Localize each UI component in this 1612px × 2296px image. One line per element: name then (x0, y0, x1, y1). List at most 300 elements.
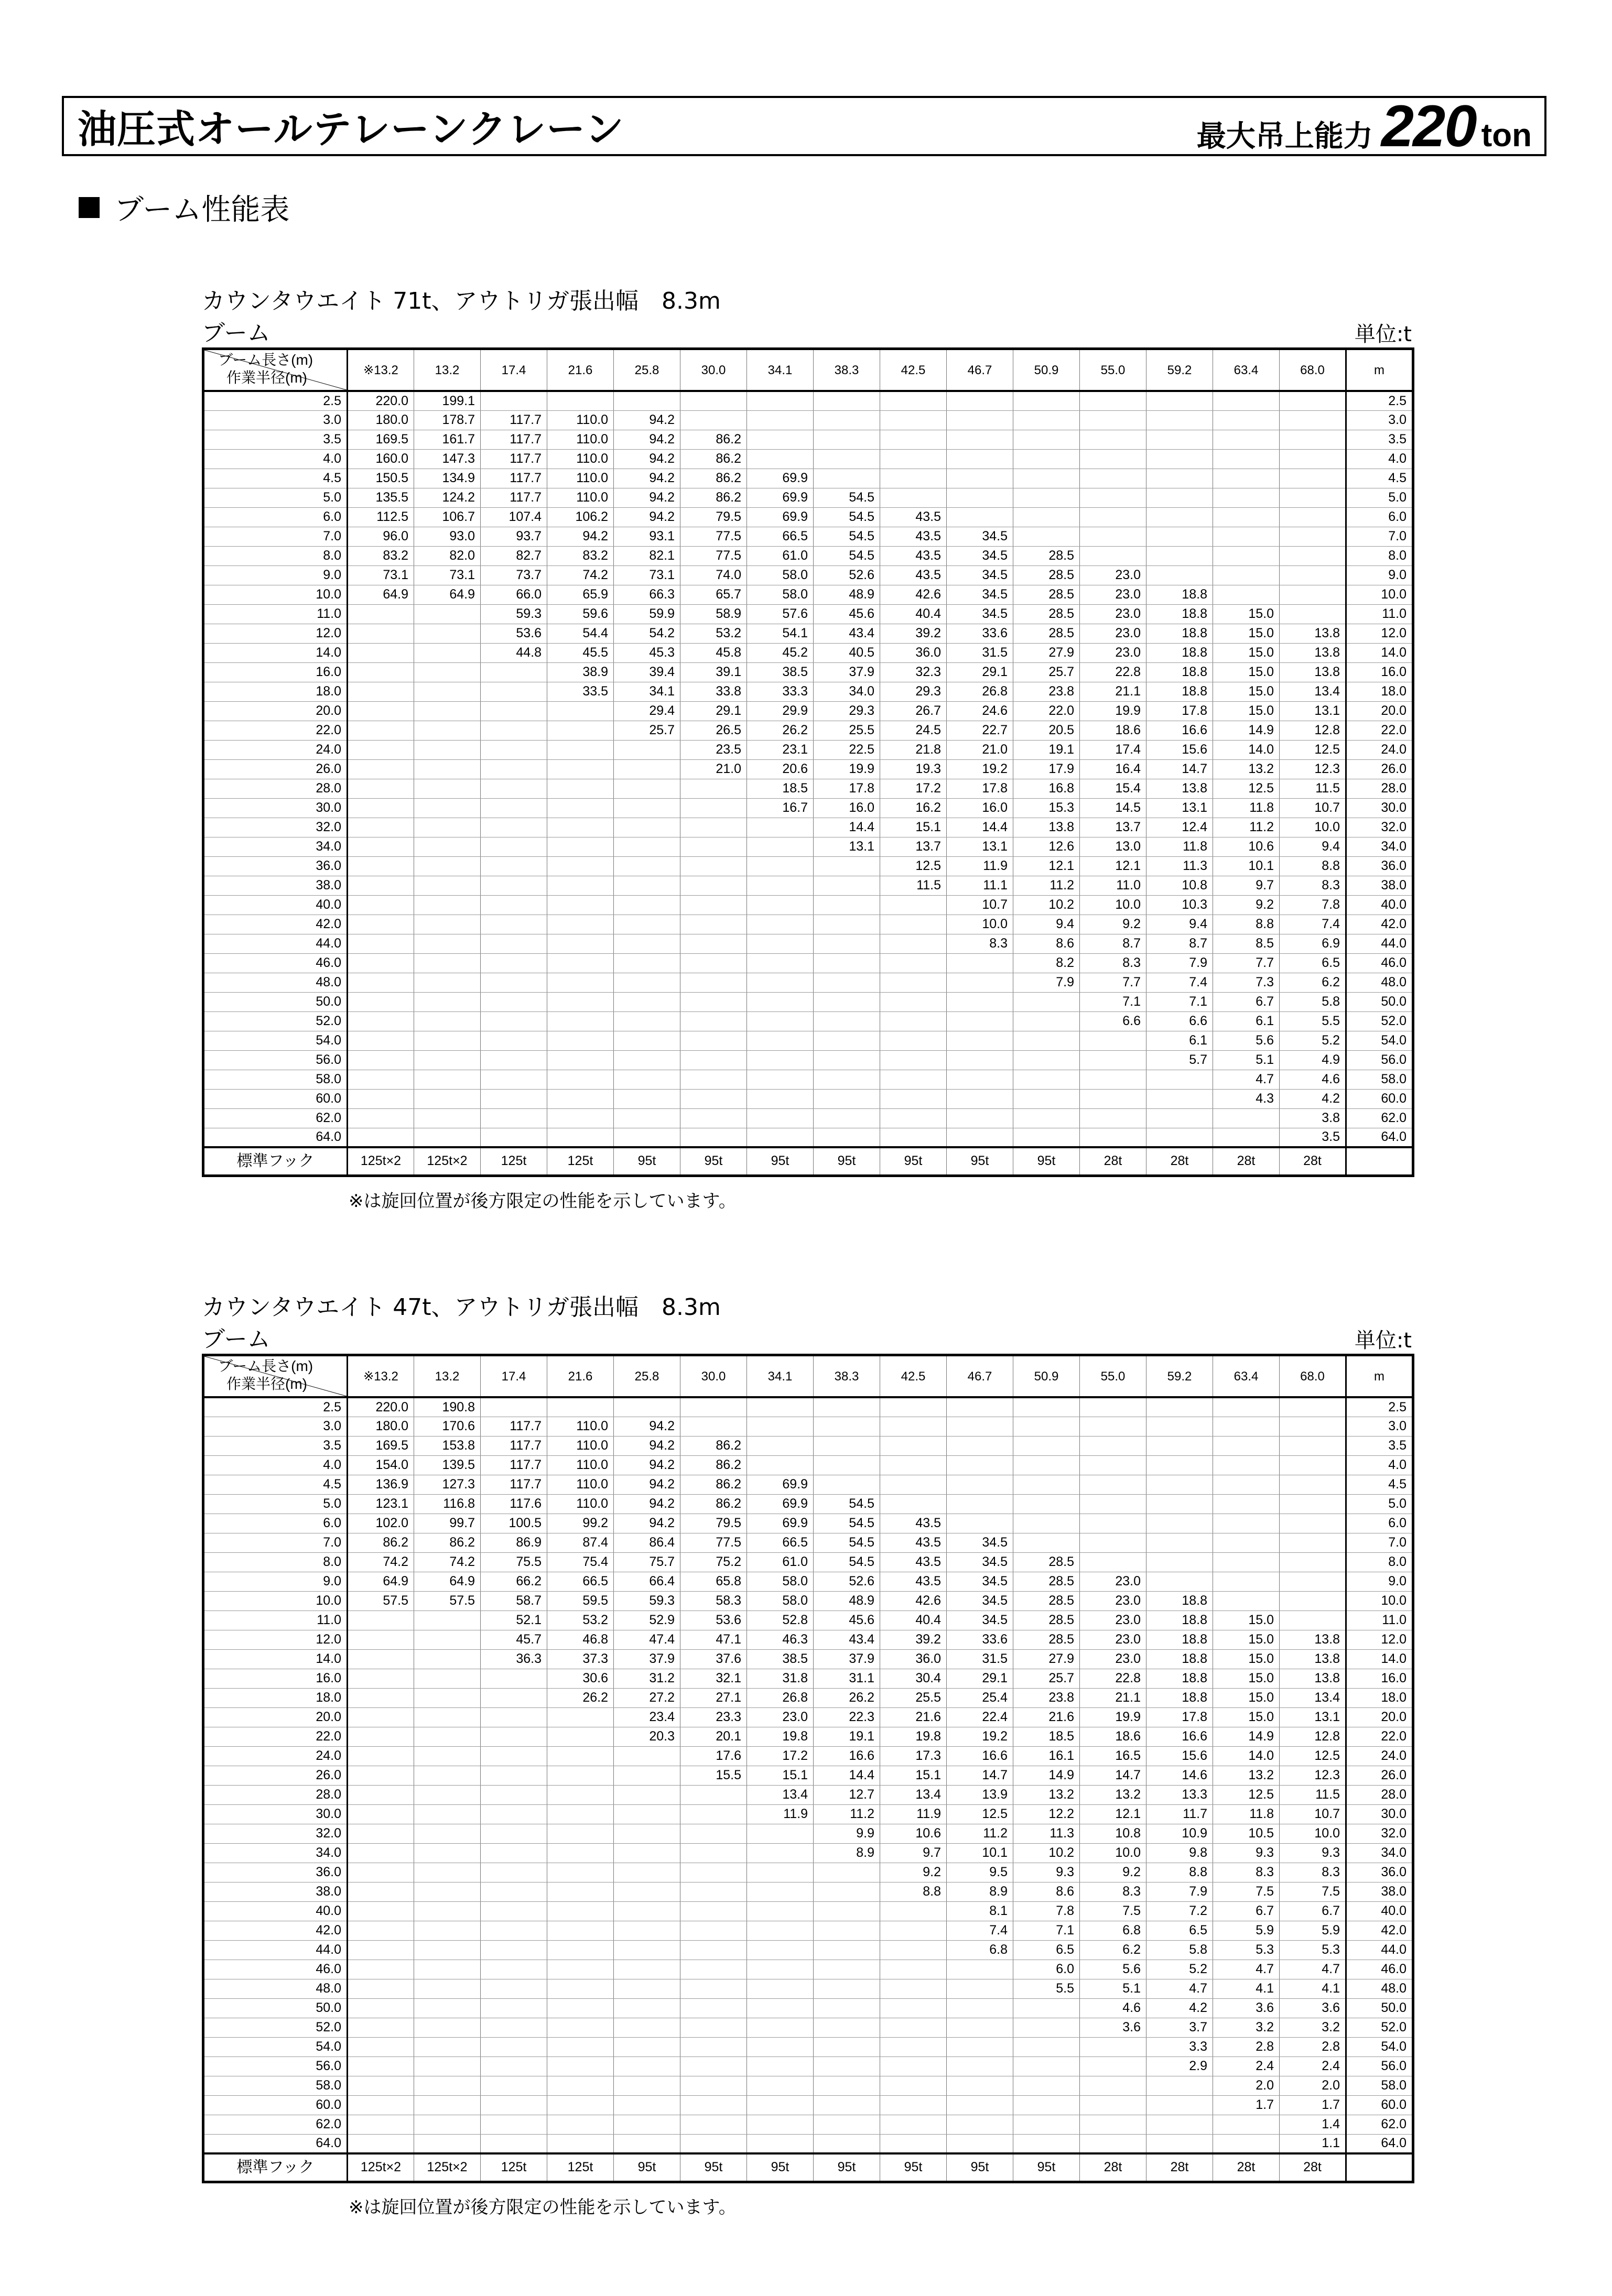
radius-cell: 42.0 (203, 1921, 348, 1940)
capacity-cell (1013, 1998, 1080, 2018)
capacity-cell: 23.0 (1080, 1611, 1146, 1630)
table-row (203, 1089, 1413, 1108)
capacity-cell (1213, 1552, 1280, 1572)
capacity-cell: 57.5 (414, 1591, 481, 1611)
capacity-cell: 117.7 (481, 1417, 547, 1436)
capacity-cell (947, 410, 1013, 430)
capacity-cell: 13.2 (1213, 1766, 1280, 1785)
table-row (203, 837, 1413, 856)
capacity-cell: 180.0 (348, 1417, 414, 1436)
table-row (203, 1707, 1413, 1727)
capacity-cell (481, 1011, 547, 1031)
capacity-cell (880, 1050, 947, 1070)
capacity-cell: 6.0 (1013, 1960, 1080, 1979)
capacity-cell (547, 2134, 614, 2153)
capacity-cell (481, 818, 547, 837)
capacity-cell: 13.1 (947, 837, 1013, 856)
capacity-cell: 33.6 (947, 1630, 1013, 1649)
capacity-cell (481, 1843, 547, 1863)
capacity-cell: 86.2 (680, 488, 747, 507)
capacity-cell: 19.9 (814, 759, 880, 779)
capacity-cell: 20.3 (614, 1727, 680, 1746)
capacity-cell: 54.5 (814, 527, 880, 546)
capacity-cell: 34.5 (947, 1591, 1013, 1611)
capacity-cell: 9.2 (1080, 1863, 1146, 1882)
capacity-cell (348, 1011, 414, 1031)
capacity-cell: 45.5 (547, 643, 614, 662)
capacity-cell: 74.0 (680, 565, 747, 585)
capacity-cell: 110.0 (547, 1455, 614, 1475)
radius-cell: 3.5 (203, 1436, 348, 1455)
capacity-cell: 24.6 (947, 701, 1013, 721)
radius-cell: 46.0 (203, 1960, 348, 1979)
table-subheader (202, 1322, 1412, 1354)
radius-cell-right: 64.0 (1346, 1128, 1413, 1147)
capacity-cell (747, 1901, 814, 1921)
table-row (203, 2037, 1413, 2056)
capacity-cell (614, 876, 680, 895)
capacity-cell (414, 1785, 481, 1804)
capacity-cell: 28.5 (1013, 604, 1080, 624)
capacity-cell: 13.8 (1280, 624, 1346, 643)
hook-label: 標準フック (203, 2153, 348, 2182)
capacity-cell (947, 1436, 1013, 1455)
radius-cell-right: 16.0 (1346, 662, 1413, 682)
capacity-cell (1146, 1475, 1213, 1494)
capacity-cell (348, 915, 414, 934)
capacity-cell: 73.1 (614, 565, 680, 585)
capacity-cell: 94.2 (614, 430, 680, 449)
capacity-cell (547, 1960, 614, 1979)
capacity-cell (348, 604, 414, 624)
hook-cell: 95t (680, 1147, 747, 1176)
capacity-cell: 5.9 (1280, 1921, 1346, 1940)
capacity-cell (1080, 469, 1146, 488)
capacity-cell (547, 1998, 614, 2018)
capacity-cell (414, 779, 481, 798)
capacity-cell: 25.5 (814, 721, 880, 740)
capacity-cell (947, 2076, 1013, 2095)
capacity-cell (1280, 565, 1346, 585)
capacity-cell: 6.6 (1146, 1011, 1213, 1031)
capacity-cell (481, 934, 547, 953)
capacity-cell (414, 604, 481, 624)
capacity-cell (547, 837, 614, 856)
capacity-cell (348, 1998, 414, 2018)
capacity-cell (348, 1785, 414, 1804)
capacity-cell (947, 507, 1013, 527)
table-row (203, 488, 1413, 507)
radius-cell: 34.0 (203, 837, 348, 856)
table-row (203, 2095, 1413, 2115)
capacity-cell (1146, 1514, 1213, 1533)
capacity-cell: 22.8 (1080, 662, 1146, 682)
table-row (203, 469, 1413, 488)
capacity-cell: 86.4 (614, 1533, 680, 1552)
capacity-cell: 19.3 (880, 759, 947, 779)
capacity-cell: 30.6 (547, 1669, 614, 1688)
capacity-cell: 127.3 (414, 1475, 481, 1494)
capacity-cell: 17.9 (1013, 759, 1080, 779)
capacity-cell (814, 953, 880, 973)
capacity-cell: 9.4 (1013, 915, 1080, 934)
radius-cell-right: 11.0 (1346, 604, 1413, 624)
capacity-cell (1280, 410, 1346, 430)
capacity-cell: 86.9 (481, 1533, 547, 1552)
capacity-cell (947, 1475, 1013, 1494)
capacity-cell (1013, 1514, 1080, 1533)
capacity-cell (547, 1089, 614, 1108)
capacity-cell (1146, 2115, 1213, 2134)
capacity-cell: 23.0 (1080, 624, 1146, 643)
capacity-cell (947, 1960, 1013, 1979)
capacity-cell (814, 1031, 880, 1050)
capacity-cell (1280, 1475, 1346, 1494)
capacity-cell (414, 701, 481, 721)
hook-cell: 28t (1146, 1147, 1213, 1176)
capacity-cell (814, 449, 880, 469)
capacity-cell: 43.5 (880, 1572, 947, 1591)
capacity-cell: 18.8 (1146, 1630, 1213, 1649)
capacity-cell (481, 1031, 547, 1050)
capacity-cell: 20.1 (680, 1727, 747, 1746)
capacity-cell (880, 1417, 947, 1436)
capacity-cell: 9.2 (1213, 895, 1280, 915)
capacity-cell (747, 1882, 814, 1901)
capacity-cell (880, 1397, 947, 1417)
capacity-cell (348, 1707, 414, 1727)
capacity-cell: 94.2 (614, 1514, 680, 1533)
capacity-cell: 43.5 (880, 1552, 947, 1572)
capacity-cell (947, 2056, 1013, 2076)
capacity-cell: 28.5 (1013, 546, 1080, 565)
radius-cell-right: 28.0 (1346, 1785, 1413, 1804)
table-row (203, 1746, 1413, 1766)
capacity-cell (1146, 2076, 1213, 2095)
capacity-cell: 99.2 (547, 1514, 614, 1533)
radius-cell: 64.0 (203, 1128, 348, 1147)
table-row (203, 1108, 1413, 1128)
capacity-cell (1013, 992, 1080, 1011)
capacity-cell: 22.4 (947, 1707, 1013, 1727)
radius-cell-right: 64.0 (1346, 2134, 1413, 2153)
capacity-cell (747, 2056, 814, 2076)
capacity-cell (348, 1960, 414, 1979)
capacity-cell: 17.4 (1080, 740, 1146, 759)
capacity-cell (547, 818, 614, 837)
capacity-cell: 117.7 (481, 449, 547, 469)
capacity-cell: 18.8 (1146, 1669, 1213, 1688)
capacity-cell (680, 2056, 747, 2076)
capacity-cell: 6.1 (1213, 1011, 1280, 1031)
capacity-cell: 10.6 (1213, 837, 1280, 856)
radius-cell: 30.0 (203, 1804, 348, 1824)
capacity-cell: 6.2 (1280, 973, 1346, 992)
capacity-cell: 7.2 (1146, 1901, 1213, 1921)
capacity-cell (547, 934, 614, 953)
capacity-cell (614, 2095, 680, 2115)
capacity-cell: 5.6 (1213, 1031, 1280, 1050)
capacity-cell: 59.5 (547, 1591, 614, 1611)
page-header (62, 93, 1546, 159)
capacity-cell (547, 2018, 614, 2037)
radius-cell-right: 62.0 (1346, 2115, 1413, 2134)
capacity-cell: 178.7 (414, 410, 481, 430)
capacity-cell (747, 1824, 814, 1843)
capacity-cell: 5.5 (1013, 1979, 1080, 1998)
capacity-cell (880, 1128, 947, 1147)
hook-cell: 28t (1280, 2153, 1346, 2182)
capacity-cell: 19.9 (1080, 701, 1146, 721)
capacity-cell (1080, 410, 1146, 430)
radius-cell: 40.0 (203, 895, 348, 915)
capacity-cell (680, 973, 747, 992)
capacity-cell (348, 2076, 414, 2095)
capacity-cell (481, 1882, 547, 1901)
capacity-cell: 6.5 (1146, 1921, 1213, 1940)
capacity-cell (1080, 2076, 1146, 2095)
capacity-cell: 11.5 (1280, 779, 1346, 798)
capacity-cell (1013, 1050, 1080, 1070)
capacity-cell: 9.2 (1080, 915, 1146, 934)
capacity-cell (481, 953, 547, 973)
radius-cell: 18.0 (203, 1688, 348, 1707)
capacity-cell: 110.0 (547, 410, 614, 430)
capacity-cell: 33.3 (747, 682, 814, 701)
capacity-cell (814, 1901, 880, 1921)
capacity-cell (947, 2134, 1013, 2153)
radius-cell: 8.0 (203, 546, 348, 565)
radius-cell-right: 3.5 (1346, 1436, 1413, 1455)
radius-cell: 56.0 (203, 1050, 348, 1070)
capacity-cell (947, 488, 1013, 507)
capacity-cell: 15.0 (1213, 1649, 1280, 1669)
capacity-cell: 18.8 (1146, 1688, 1213, 1707)
capacity-cell: 6.7 (1213, 992, 1280, 1011)
capacity-cell: 26.2 (547, 1688, 614, 1707)
capacity-cell (880, 895, 947, 915)
capacity-cell: 65.8 (680, 1572, 747, 1591)
radius-cell-right: 28.0 (1346, 779, 1413, 798)
radius-cell-right: 2.5 (1346, 1397, 1413, 1417)
capacity-cell: 12.8 (1280, 1727, 1346, 1746)
capacity-cell: 29.1 (680, 701, 747, 721)
capacity-cell: 45.6 (814, 604, 880, 624)
radius-cell: 7.0 (203, 1533, 348, 1552)
capacity-cell: 6.1 (1146, 1031, 1213, 1050)
capacity-cell (1013, 1475, 1080, 1494)
capacity-cell: 14.0 (1213, 1746, 1280, 1766)
capacity-cell (814, 2056, 880, 2076)
capacity-cell: 12.5 (880, 856, 947, 876)
boom-label: ブーム (202, 320, 271, 346)
capacity-cell (481, 1108, 547, 1128)
radius-cell: 14.0 (203, 1649, 348, 1669)
radius-cell-right: 16.0 (1346, 1669, 1413, 1688)
capacity-cell: 5.2 (1280, 1031, 1346, 1050)
capacity-cell: 14.9 (1213, 721, 1280, 740)
capacity-cell (880, 1455, 947, 1475)
capacity-cell (348, 2095, 414, 2115)
capacity-cell (880, 934, 947, 953)
capacity-cell: 8.3 (1280, 876, 1346, 895)
capacity-cell (547, 1031, 614, 1050)
capacity-cell: 69.9 (747, 1494, 814, 1514)
corner-radius-label: 作業半径(m) (226, 369, 307, 386)
hook-cell: 125t (547, 1147, 614, 1176)
capacity-cell: 4.2 (1280, 1089, 1346, 1108)
capacity-cell (814, 2037, 880, 2056)
capacity-cell: 32.3 (880, 662, 947, 682)
capacity-cell (481, 1707, 547, 1727)
capacity-cell (348, 740, 414, 759)
capacity-cell (481, 1397, 547, 1417)
capacity-cell: 54.5 (814, 1494, 880, 1514)
capacity-cell: 107.4 (481, 507, 547, 527)
capacity-cell: 5.2 (1146, 1960, 1213, 1979)
capacity-cell (880, 1901, 947, 1921)
capacity-cell (747, 1436, 814, 1455)
capacity-cell: 59.6 (547, 604, 614, 624)
capacity-cell (680, 1882, 747, 1901)
capacity-cell (680, 779, 747, 798)
capacity-cell: 45.3 (614, 643, 680, 662)
capacity-cell (1013, 1494, 1080, 1514)
capacity-cell: 7.4 (1146, 973, 1213, 992)
capacity-cell (1080, 2037, 1146, 2056)
capacity-cell (1080, 1494, 1146, 1514)
capacity-cell (414, 643, 481, 662)
radius-cell-right: 62.0 (1346, 1108, 1413, 1128)
capacity-cell: 69.9 (747, 507, 814, 527)
capacity-cell (547, 1979, 614, 1998)
capacity-cell (414, 818, 481, 837)
capacity-cell: 23.0 (1080, 565, 1146, 585)
capacity-cell: 10.3 (1146, 895, 1213, 915)
table-row (203, 1455, 1413, 1475)
radius-cell-right: 48.0 (1346, 1979, 1413, 1998)
capacity-cell (880, 2037, 947, 2056)
capacity-cell: 16.6 (947, 1746, 1013, 1766)
radius-cell: 58.0 (203, 2076, 348, 2095)
capacity-cell: 8.3 (1080, 1882, 1146, 1901)
capacity-cell (348, 895, 414, 915)
capacity-cell (614, 391, 680, 410)
hook-cell: 95t (814, 1147, 880, 1176)
unit-label: 単位:t (1354, 322, 1412, 346)
capacity-cell (1213, 1128, 1280, 1147)
table-row (203, 1921, 1413, 1940)
capacity-cell (614, 2134, 680, 2153)
capacity-cell (947, 2037, 1013, 2056)
capacity-cell: 13.9 (947, 1785, 1013, 1804)
capacity-cell: 66.0 (481, 585, 547, 604)
hook-cell: 125t×2 (348, 1147, 414, 1176)
capacity-cell: 7.4 (947, 1921, 1013, 1940)
capacity-cell (680, 818, 747, 837)
capacity-cell (1146, 1533, 1213, 1552)
performance-table (202, 1354, 1414, 2183)
corner-header (204, 350, 347, 390)
radius-cell-right: 8.0 (1346, 546, 1413, 565)
capacity-cell (547, 895, 614, 915)
radius-cell-right: 30.0 (1346, 1804, 1413, 1824)
table-row (203, 430, 1413, 449)
capacity-cell: 45.8 (680, 643, 747, 662)
capacity-cell (880, 992, 947, 1011)
capacity-cell: 110.0 (547, 1436, 614, 1455)
capacity-cell: 23.0 (1080, 1649, 1146, 1669)
capacity-cell (880, 2134, 947, 2153)
capacity-cell (947, 1979, 1013, 1998)
radius-cell: 62.0 (203, 2115, 348, 2134)
capacity-cell: 19.8 (880, 1727, 947, 1746)
capacity-cell (614, 1050, 680, 1070)
radius-cell-right: 46.0 (1346, 953, 1413, 973)
radius-cell-right: 10.0 (1346, 585, 1413, 604)
capacity-cell (880, 469, 947, 488)
radius-cell: 24.0 (203, 740, 348, 759)
capacity-cell (680, 1901, 747, 1921)
capacity-cell: 14.5 (1080, 798, 1146, 818)
capacity-cell (1213, 1494, 1280, 1514)
capacity-cell (814, 934, 880, 953)
capacity-cell (348, 682, 414, 701)
capacity-cell (1080, 1108, 1146, 1128)
capacity-cell (747, 410, 814, 430)
table-row (203, 2076, 1413, 2095)
capacity-cell: 34.1 (614, 682, 680, 701)
capacity-cell (414, 682, 481, 701)
capacity-cell: 10.7 (1280, 798, 1346, 818)
capacity-cell (414, 1960, 481, 1979)
table-row (203, 1070, 1413, 1089)
capacity-cell: 29.3 (880, 682, 947, 701)
capacity-cell (814, 1011, 880, 1031)
capacity-cell: 135.5 (348, 488, 414, 507)
capacity-cell (947, 953, 1013, 973)
capacity-cell: 9.5 (947, 1863, 1013, 1882)
radius-cell: 24.0 (203, 1746, 348, 1766)
capacity-cell (481, 759, 547, 779)
table-row (203, 1050, 1413, 1070)
radius-cell: 38.0 (203, 876, 348, 895)
capacity-unit: ton (1481, 117, 1532, 154)
capacity-cell (1146, 449, 1213, 469)
capacity-cell (614, 1960, 680, 1979)
capacity-cell (348, 1843, 414, 1863)
table-row (203, 1552, 1413, 1572)
capacity-cell: 12.1 (1080, 1804, 1146, 1824)
radius-cell: 9.0 (203, 1572, 348, 1591)
capacity-cell (747, 1940, 814, 1960)
table-row (203, 1863, 1413, 1882)
capacity-cell: 34.0 (814, 682, 880, 701)
radius-cell: 18.0 (203, 682, 348, 701)
capacity-cell: 23.0 (747, 1707, 814, 1727)
capacity-cell: 8.7 (1080, 934, 1146, 953)
radius-cell: 22.0 (203, 721, 348, 740)
capacity-cell: 15.0 (1213, 1688, 1280, 1707)
capacity-cell (614, 2056, 680, 2076)
capacity-cell: 66.5 (747, 527, 814, 546)
capacity-cell: 25.7 (614, 721, 680, 740)
capacity-cell: 58.0 (747, 585, 814, 604)
capacity-cell: 154.0 (348, 1455, 414, 1475)
capacity-cell (747, 856, 814, 876)
capacity-cell: 23.0 (1080, 643, 1146, 662)
capacity-cell (614, 837, 680, 856)
